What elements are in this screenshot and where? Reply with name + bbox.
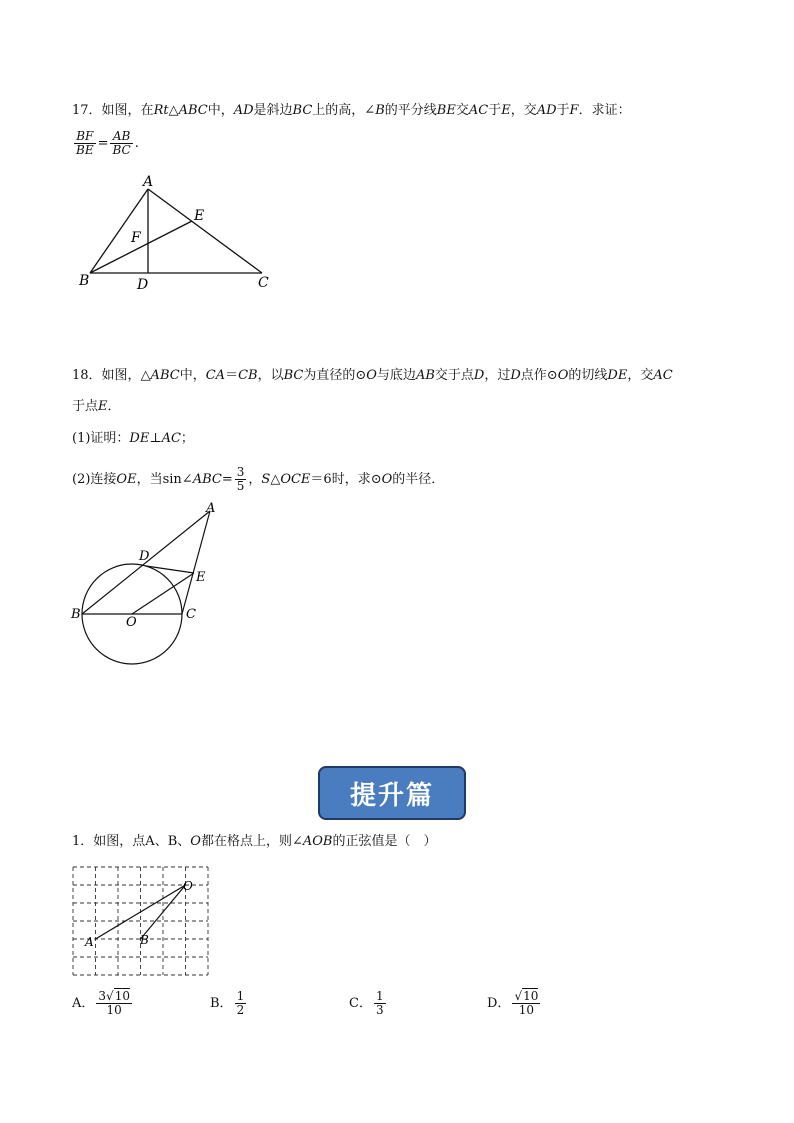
- segment-ac: [148, 189, 262, 273]
- problem-18-part-1: (1)证明：DE⊥AC；: [72, 431, 194, 446]
- fraction-bf-be: $\frac{BF}{BE}$: [76, 129, 94, 157]
- option-c[interactable]: C． $\frac{1}{3}$: [349, 989, 384, 1017]
- option-a-value: $\frac{3√10}{10}$: [98, 989, 130, 1017]
- problem-18-statement-line2: 于点E．: [72, 399, 121, 414]
- label-c: C: [258, 275, 269, 291]
- problem-17-statement: 17．如图，在Rt△ABC中，AD是斜边BC上的高，∠B的平分线BE交AC于E，交AD于F．求证：: [72, 103, 631, 118]
- option-b[interactable]: B． $\frac{1}{2}$: [210, 989, 245, 1017]
- segment-ac: [182, 511, 210, 614]
- problem-18-statement: 18．如图，△ABC中，CA＝CB，以BC为直径的⊙O与底边AB交于点D，过D点作⊙O的切线DE，交AC: [72, 368, 673, 383]
- problem-17-figure: [70, 170, 290, 295]
- label-c: C: [186, 607, 196, 622]
- option-d-value: $\frac{√10}{10}$: [514, 989, 539, 1017]
- label-b: B: [71, 607, 81, 622]
- option-b-value: $\frac{1}{2}$: [236, 989, 245, 1017]
- label-d: D: [137, 277, 149, 293]
- option-d[interactable]: D． $\frac{√10}{10}$: [487, 989, 539, 1017]
- problem-18-part-2: (2)连接OE，当sin∠ABC= $\frac{3}{5}$ ，S△OCE＝6时，求⊙O的半径．: [72, 465, 445, 493]
- problem-17-equation: $\frac{BF}{BE}$ = $\frac{AB}{BC}$ .: [76, 129, 139, 157]
- problem-1-grid-figure: [68, 862, 213, 980]
- segment-be: [90, 221, 192, 273]
- segment-oe: [132, 573, 194, 614]
- problem-18-figure: [65, 498, 235, 670]
- label-b: B: [140, 933, 149, 947]
- fraction-ab-bc: $\frac{AB}{BC}$: [112, 129, 131, 157]
- label-o: O: [183, 879, 193, 893]
- label-e: E: [194, 208, 205, 224]
- problem-1-statement: 1．如图，点A、B、O都在格点上，则∠AOB的正弦值是（ ）: [72, 834, 437, 849]
- label-b: B: [79, 273, 90, 289]
- label-e: E: [196, 570, 206, 585]
- label-d: D: [139, 549, 150, 564]
- fraction-3-5: $\frac{3}{5}$: [236, 465, 245, 493]
- section-badge: 提升篇: [318, 766, 466, 820]
- label-a: A: [206, 501, 216, 516]
- label-o: O: [126, 615, 137, 630]
- option-a[interactable]: A． $\frac{3√10}{10}$: [72, 989, 130, 1017]
- option-c-value: $\frac{1}{3}$: [375, 989, 384, 1017]
- segment-de: [146, 566, 194, 573]
- label-a: A: [85, 935, 94, 949]
- label-f: F: [131, 230, 141, 246]
- label-a: A: [143, 174, 154, 190]
